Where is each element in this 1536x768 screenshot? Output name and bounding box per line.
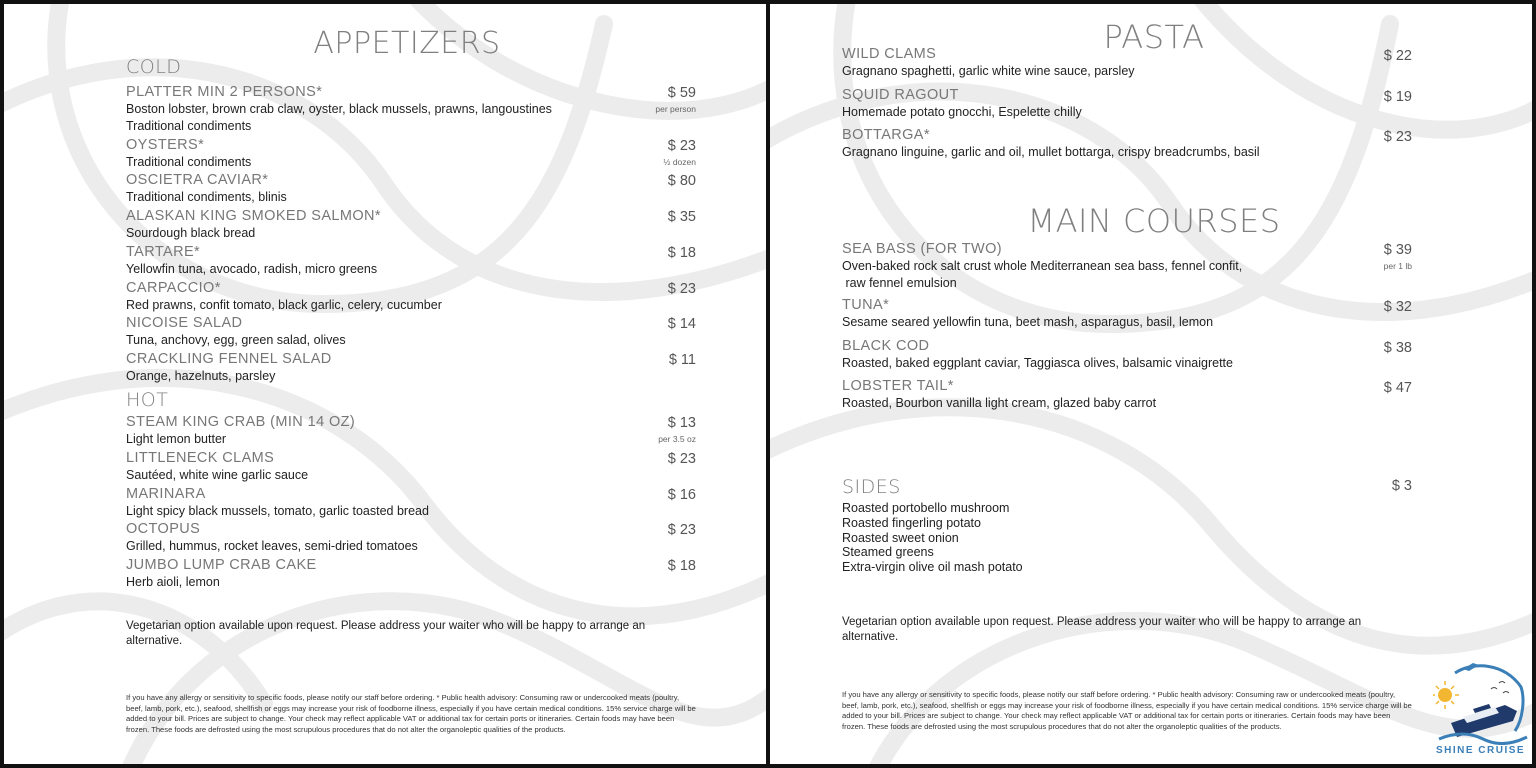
hot-heading: HOT — [126, 389, 169, 411]
side-item: Roasted portobello mushroom — [842, 501, 1010, 515]
item-description: Roasted, baked eggplant caviar, Taggiasca olives, balsamic vinaigrette — [842, 356, 1233, 370]
item-description: Yellowfin tuna, avocado, radish, micro greens — [126, 262, 378, 276]
menu-item — [126, 521, 696, 557]
item-name: WILD CLAMS — [842, 46, 937, 62]
item-price: $ 23 — [667, 138, 696, 154]
item-description: Gragnano linguine, garlic and oil, mullet bottarga, crispy breadcrumbs, basil — [842, 145, 1260, 159]
item-price: $ 47 — [1383, 380, 1412, 396]
item-name: OSCIETRA CAVIAR* — [126, 172, 269, 188]
item-price: $ 23 — [667, 522, 696, 538]
shine-cruise-logo — [1433, 659, 1528, 759]
menu-item — [126, 244, 696, 280]
menu-item — [126, 414, 696, 450]
menu-item — [126, 315, 696, 351]
item-description: Sourdough black bread — [126, 226, 256, 240]
item-description: Orange, hazelnuts, parsley — [126, 369, 276, 383]
item-name: LOBSTER TAIL* — [842, 378, 954, 394]
item-price: $ 18 — [667, 245, 696, 261]
item-name: NICOISE SALAD — [126, 315, 243, 331]
menu-item — [842, 338, 1412, 374]
menu-item — [126, 84, 696, 136]
item-price: $ 11 — [668, 352, 696, 368]
item-price-note: per 3.5 oz — [658, 434, 696, 444]
item-description: Traditional condiments — [126, 155, 252, 169]
item-name: CARPACCIO* — [126, 280, 221, 296]
item-price: $ 39 — [1383, 242, 1412, 258]
item-description: Traditional condiments, blinis — [126, 190, 287, 204]
appetizers-title: APPETIZERS — [313, 26, 501, 61]
item-description: Light lemon butter — [126, 432, 227, 446]
item-price-note: per 1 lb — [1383, 261, 1412, 271]
item-price: $ 38 — [1383, 340, 1412, 356]
item-name: STEAM KING CRAB (MIN 14 OZ) — [126, 414, 356, 430]
cold-heading: COLD — [126, 56, 182, 78]
item-description-line2: Traditional condiments — [126, 119, 252, 133]
menu-item — [126, 450, 696, 486]
legal-disclaimer: If you have any allergy or sensitivity to specific foods, please notify our staff before ordering. * Public health advisory: Consuming raw or undercooked meats (poultry, beef, lamb, pork, etc.), seafood, shellfish or eggs may increase your risk of foodborne illness, especially if you have certain medical conditions. 15% service charge will be added to your bill. Prices are subject to change. Your check may reflect applicable VAT or additional tax for certain ports or itineraries. Certain foods may have been frozen. These foods are defrosted using the most scrupulous procedures that do not alter the organoleptic qualities of the products. — [842, 690, 1412, 731]
item-name: SEA BASS (FOR TWO) — [842, 241, 1003, 257]
item-price: $ 16 — [667, 487, 696, 503]
pasta-title: PASTA — [1103, 18, 1205, 56]
sides-price: $ 3 — [1391, 478, 1412, 494]
item-name: PLATTER MIN 2 PERSONS* — [126, 84, 323, 100]
side-item: Steamed greens — [842, 545, 934, 560]
side-item: Roasted fingerling potato — [842, 515, 981, 530]
cruise-ship-logo-icon — [1433, 659, 1528, 745]
item-price-note: ½ dozen — [663, 157, 696, 167]
item-price: $ 32 — [1383, 299, 1412, 315]
menu-page-mains — [770, 4, 1532, 764]
item-price: $ 23 — [1383, 129, 1412, 145]
item-price: $ 18 — [667, 558, 696, 574]
menu-item — [842, 127, 1412, 163]
item-description: Homemade potato gnocchi, Espelette chilly — [842, 105, 1082, 119]
item-name: BLACK COD — [842, 338, 930, 354]
menu-item — [126, 486, 696, 522]
menu-page-appetizers — [4, 4, 766, 764]
item-name: TUNA* — [842, 297, 890, 313]
vegetarian-note: Vegetarian option available upon request. Please address your waiter who will be happy to arrange an alternative. — [126, 620, 646, 647]
item-price: $ 22 — [1383, 48, 1412, 64]
item-price: $ 14 — [667, 316, 696, 332]
vegetarian-note: Vegetarian option available upon request. Please address your waiter who will be happy to arrange an alternative. — [842, 616, 1362, 643]
menu-item — [842, 378, 1412, 414]
item-name: CRACKLING FENNEL SALAD — [126, 351, 332, 367]
menu-item — [842, 241, 1412, 293]
menu-item — [126, 172, 696, 208]
item-description: Tuna, anchovy, egg, green salad, olives — [126, 333, 346, 347]
menu-item — [842, 46, 1412, 82]
item-description: Red prawns, confit tomato, black garlic, celery, cucumber — [126, 298, 442, 312]
menu-item — [842, 297, 1412, 333]
item-description: Boston lobster, brown crab claw, oyster, black mussels, prawns, langoustines — [126, 102, 552, 116]
item-description: Gragnano spaghetti, garlic white wine sauce, parsley — [842, 64, 1135, 78]
side-item: Roasted sweet onion — [842, 530, 959, 545]
item-description: Grilled, hummus, rocket leaves, semi-dried tomatoes — [126, 539, 418, 553]
item-name: SQUID RAGOUT — [842, 87, 959, 103]
item-name: OCTOPUS — [126, 521, 201, 537]
item-name: BOTTARGA* — [842, 127, 930, 143]
item-price: $ 23 — [667, 281, 696, 297]
item-name: ALASKAN KING SMOKED SALMON* — [126, 208, 381, 224]
menu-item — [126, 351, 696, 387]
menu-item — [126, 208, 696, 244]
item-name: MARINARA — [126, 486, 206, 502]
item-description-line2: raw fennel emulsion — [842, 276, 957, 290]
item-description: Herb aioli, lemon — [126, 575, 220, 589]
logo-text: SHINE CRUISE — [1435, 745, 1526, 756]
item-name: OYSTERS* — [126, 137, 205, 153]
item-description: Sautéed, white wine garlic sauce — [126, 468, 309, 482]
item-price: $ 59 — [667, 85, 696, 101]
sides-heading: SIDES — [842, 476, 901, 498]
menu-item — [126, 280, 696, 316]
menu-item — [126, 137, 696, 173]
item-price: $ 19 — [1383, 89, 1412, 105]
main-courses-title: MAIN COURSES — [1027, 202, 1281, 240]
sides-list — [842, 501, 1023, 575]
item-description: Oven-baked rock salt crust whole Mediterranean sea bass, fennel confit, — [842, 259, 1243, 273]
item-price: $ 35 — [667, 209, 696, 225]
item-price: $ 23 — [667, 451, 696, 467]
menu-item — [126, 557, 696, 593]
side-item: Extra-virgin olive oil mash potato — [842, 560, 1023, 575]
item-name: LITTLENECK CLAMS — [126, 450, 275, 466]
item-description: Light spicy black mussels, tomato, garlic toasted bread — [126, 504, 429, 518]
item-name: JUMBO LUMP CRAB CAKE — [126, 557, 317, 573]
item-description: Sesame seared yellowfin tuna, beet mash, asparagus, basil, lemon — [842, 315, 1214, 329]
item-name: TARTARE* — [126, 244, 201, 260]
item-description: Roasted, Bourbon vanilla light cream, glazed baby carrot — [842, 396, 1157, 410]
item-price-note: per person — [655, 104, 696, 114]
legal-disclaimer: If you have any allergy or sensitivity to specific foods, please notify our staff before ordering. * Public health advisory: Consuming raw or undercooked meats (poultry, beef, lamb, pork, etc.), seafood, shellfish or eggs may increase your risk of foodborne illness, especially if you have certain medical conditions. 15% service charge will be added to your bill. Prices are subject to change. Your check may reflect applicable VAT or additional tax for certain ports or itineraries. Certain foods may have been frozen. These foods are defrosted using the most scrupulous procedures that do not alter the organoleptic qualities of the products. — [126, 693, 696, 734]
item-price: $ 13 — [667, 415, 696, 431]
menu-item — [842, 87, 1412, 123]
item-price: $ 80 — [667, 173, 696, 189]
